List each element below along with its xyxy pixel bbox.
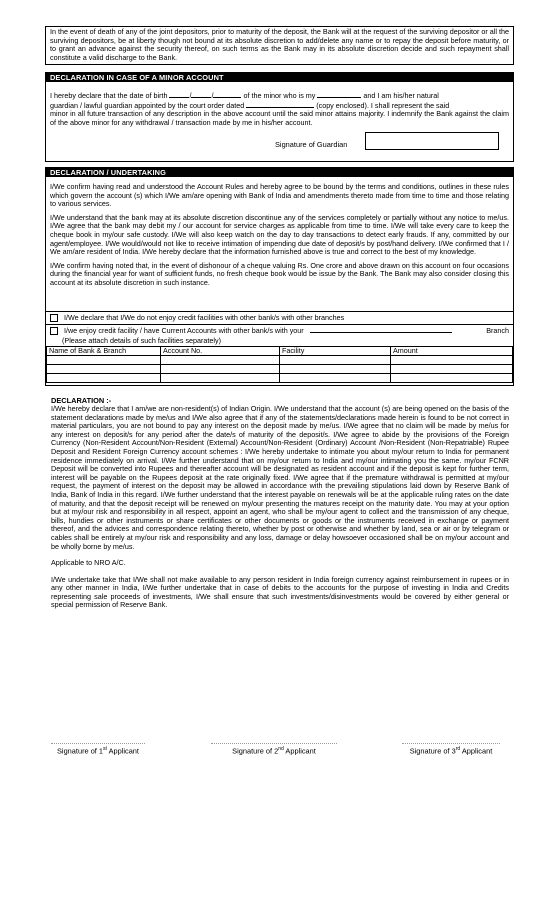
table-cell[interactable]	[47, 374, 161, 383]
minor-account-heading: DECLARATION IN CASE OF A MINOR ACCOUNT	[46, 73, 513, 82]
table-cell[interactable]	[47, 365, 161, 374]
guardian-type-text: and I am his/her natural	[363, 91, 439, 100]
ordinal-suffix: rd	[455, 746, 461, 752]
table-cell[interactable]	[47, 356, 161, 365]
column-header: Name of Bank & Branch	[47, 347, 161, 356]
table-cell[interactable]	[391, 365, 513, 374]
dob-separator: /	[211, 91, 214, 100]
minor-declaration-line-1	[50, 91, 509, 101]
guardian-signature-box[interactable]	[365, 132, 499, 150]
credit-option-1-label: I/We declare that I/We do not enjoy credit facilities with other bank/s with other branches	[64, 313, 345, 322]
signature-label: Signature of 1	[57, 746, 104, 756]
minor-declaration-rest: minor in all future transaction of any description in the above account until the said minor attains majority. I indemnify the Bank against the claim of the above minor for any withdrawal / transaction made by me in his/her account.	[50, 109, 509, 127]
signature-applicant-3[interactable]	[402, 743, 500, 755]
column-header: Amount	[391, 347, 513, 356]
undertaking-heading: DECLARATION / UNDERTAKING	[46, 168, 513, 177]
signature-applicant-2[interactable]	[211, 743, 337, 755]
table-cell[interactable]	[280, 374, 391, 383]
joint-depositor-clause-text: In the event of death of any of the joint depositors, prior to maturity of the deposit, the Bank will at the request of the surviving depositor or all the surviving depositors, be at liberty though not bound at its absolute discretion to add/delete any name or to repay the deposit before maturity, or to grant an advance against the security thereof, on such terms as the Bank may in its absolute discretion decide and such repayment shall constitute a valid discharge to the Bank.	[50, 27, 509, 62]
guardian-signature-label: Signature of Guardian	[275, 140, 348, 149]
dob-year-field[interactable]	[213, 91, 241, 98]
table-cell[interactable]	[161, 356, 280, 365]
minor-account-section	[45, 72, 514, 162]
column-header: Account No.	[161, 347, 280, 356]
signature-label-end: Applicant	[283, 746, 316, 756]
dob-day-field[interactable]	[169, 91, 192, 100]
nro-applicable-label: Applicable to NRO A/C.	[51, 558, 126, 568]
table-row	[47, 356, 513, 365]
undertaking-section	[45, 167, 514, 386]
joint-depositor-clause-box	[45, 26, 514, 65]
signature-applicant-1[interactable]	[51, 743, 145, 755]
table-cell[interactable]	[161, 374, 280, 383]
signature-label-end: Applicant	[460, 746, 493, 756]
declaration-section	[51, 396, 509, 610]
signature-label: Signature of 3	[409, 746, 456, 756]
relation-field[interactable]	[317, 91, 361, 98]
branch-name-field[interactable]	[310, 326, 452, 333]
declaration-paragraph: I/We hereby declare that I am/we are non-resident(s) of Indian Origin. I/We understand that the account (s) are being opened on the basis of the statement declarations made by me/us and I/We also agree that if any of the statements/declarations made herein is found to be not correct in material particulars, you are not bound to pay any interest on the deposit made by me/us. I/We agree that no claim will be made by me/us for any interest on deposit/s for any period after the date/s of maturity of the deposit/s. I/We agree to abide by the provisions of the Foreign Currency (Non-Resident Account/Non-Resident (External) Account/Non-Resident (Ordinary) Account /Non-Resident (Non-Repatriable) Rupee Deposit and Resident Foreign Currency account schemes : I/We hereby undertake to intimate you about my/our return to India for permanent residence immediately on arrival. I/We further understand that on my/our return to India and my/our intimating you the same. my/our FCNR Deposit will be converted into Rupees and thereafter account will be designated as resident account and if the deposit is kept for further term, interest will be payable on the Rupees deposit at the rate originally fixed. I/We agree that if the premature withdrawal is permitted at my/our request, the payment of interest on the deposit may be allowed in accordance with the prevailing stipulations laid down by Reserve Bank of India, Bank of India in this regard. I/We further understand that the interest payable on renewals will be at the applicable ruling rates on the date of maturity, and that the deposit receipt will be renewed on my/our presenting the matures receipt on the maturity date. You may at your option but at my/our risk and responsibility in all respect, appoint an agent, who shall be my/our agent to collect and the transmission of any cheque, bills, hundies or other instruments or share certificates or other documents or goods or the instruments received in exchange or payment thereof, and the advices and correspondence relating thereto, whether by post or otherwise and whether by land, sea or air or by telegram or cables shall be entirely at my/our risk and responsibility and any loss, damage or delay howsoever occasioned shall be on my/our account and be wholly borne by me/us.	[51, 404, 509, 551]
facilities-table-wrap	[46, 346, 513, 383]
signature-line	[402, 743, 500, 744]
court-order-date-field[interactable]	[246, 101, 314, 108]
table-cell[interactable]	[280, 365, 391, 374]
relation-label: of the minor who is my	[243, 91, 316, 100]
credit-option-1-checkbox[interactable]	[50, 314, 58, 322]
table-cell[interactable]	[391, 374, 513, 383]
undertaking-paragraph-2: I/We understand that the bank may at its absolute discretion discontinue any of the services completely or partially without any notice to me/us. I/We agree that the bank may debit my / our account for service charges as applicable from time to time. I/We will take every care to keep the cheque book in my/our safe custody. I/We will also keep watch on the day to day transactions to detect early frauds. If any, committed by our agent/employee. I/We would/would not like to receive intimation of impending due date of deposit/s by post/hand delivery. I/We confirmed that I / We am/are resident of India. I/We hereby declare that the information furnished above is true and correct to the best of my knowledge.	[50, 212, 509, 257]
table-cell[interactable]	[161, 365, 280, 374]
signature-label-end: Applicant	[106, 746, 139, 756]
dob-label: I hereby declare that the date of birth	[50, 91, 168, 100]
signature-line	[51, 743, 145, 744]
facilities-table	[46, 346, 513, 383]
undertaking-paragraph-1: I/We confirm having read and understood the Account Rules and hereby agree to be bound by the terms and conditions, outlines in these rules which govern the account (s) which I/We am/are opening with Bank of India and amendments thereto made from time to time and those relating to various services.	[50, 182, 509, 209]
table-cell[interactable]	[280, 356, 391, 365]
signature-line	[211, 743, 337, 744]
ordinal-suffix: st	[103, 746, 107, 752]
nro-undertaking-paragraph: I/We undertake take that I/We shall not make available to any person resident in India foreign currency against reimbursement in rupees or in any other manner in India, I/We further undertake that in case of debits to the accounts for the purpose of investing in India and Credits representing sale proceeds of investments, I/We shall ensure that such investments/disinvestments would be covered by either general or special permission of Reserve Bank.	[51, 574, 509, 610]
credit-option-2-label: I/we enjoy credit facility / have Current Accounts with other bank/s with your	[64, 326, 304, 335]
signature-label: Signature of 2	[232, 746, 279, 756]
ordinal-suffix: nd	[278, 746, 284, 752]
court-order-label: guardian / lawful guardian appointed by the court order dated	[50, 100, 245, 110]
copy-enclosed-text: (copy enclosed). I shall represent the said	[316, 100, 450, 110]
column-header: Facility	[280, 347, 391, 356]
facilities-table-header	[47, 347, 513, 356]
branch-label: Branch	[486, 326, 509, 335]
table-cell[interactable]	[391, 356, 513, 365]
undertaking-paragraph-3: I/We confirm having noted that, in the event of dishonour of a cheque valuing Rs. One crore and above drawn on this account on four occasions during the financial year for want of sufficient funds, no fresh cheque book would be issue by the Bank. The Bank may also consider closing this account at its absolute discretion in such instance.	[50, 260, 509, 287]
table-row	[47, 365, 513, 374]
attach-note: (Please attach details of such facilities separately)	[62, 336, 222, 345]
table-row	[47, 374, 513, 383]
declaration-heading: DECLARATION :-	[51, 396, 112, 405]
dob-month-field[interactable]	[191, 91, 214, 100]
dob-separator: /	[189, 91, 192, 100]
credit-option-2-checkbox[interactable]	[50, 327, 58, 335]
credit-option-1-row	[46, 311, 513, 324]
